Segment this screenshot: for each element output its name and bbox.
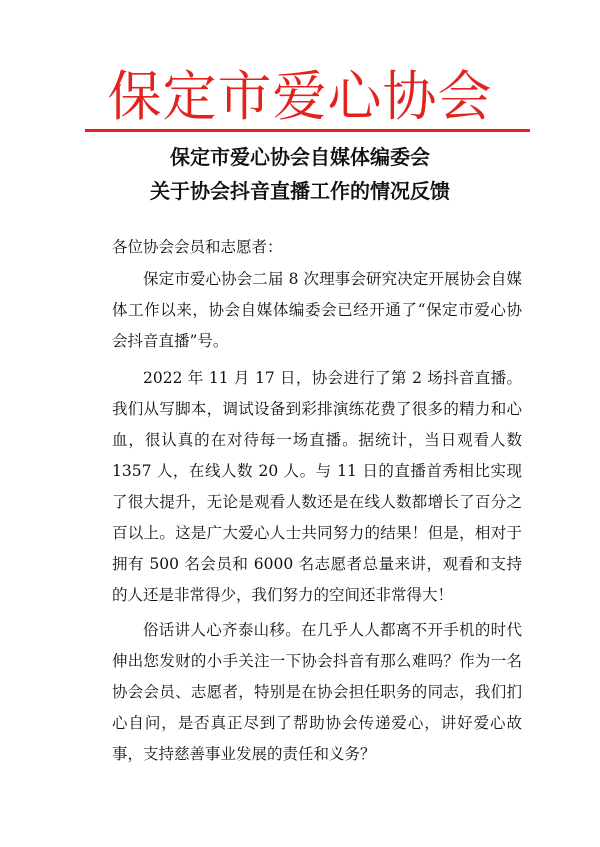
paragraph-3: 俗话讲人心齐泰山移。在几乎人人都离不开手机的时代伸出您发财的小手关注一下协会抖音有那么难吗？作为一名协会会员、志愿者，特别是在协会担任职务的同志，我们扪心自问，是否真正尽到了帮助协会传递爱心，讲好爱心故事，支持慈善事业发展的责任和义务？ [112, 621, 522, 763]
header-divider [85, 129, 530, 132]
organization-header: 保定市爱心协会 [107, 65, 493, 128]
greeting: 各位协会会员和志愿者： [112, 238, 283, 256]
paragraph-1: 保定市爱心协会二届 8 次理事会研究决定开展协会自媒体工作以来，协会自媒体编委会已经开通了“保定市爱心协会抖音直播”号。 [112, 270, 522, 350]
document-title-line-1: 保定市爱心协会自媒体编委会 [170, 145, 430, 169]
paragraph-2: 2022 年 11 月 17 日，协会进行了第 2 场抖音直播。我们从写脚本，调试设备到彩排演练花费了很多的精力和心血，很认真的在对待每一场直播。据统计，当日观看人数 1357 人，在线人数 20 人。与 11 日的直播首秀相比实现了很大提升，无论是观看人数还是在线人数都增长了百分之百以上。这是广大爱心人士共同努力的结果！但是，相对于拥有 500 名会员和 6000 名志愿者总量来讲，观看和支持的人还是非常得少，我们努力的空间还非常得大！ [112, 369, 522, 604]
document-title-line-2: 关于协会抖音直播工作的情况反馈 [150, 179, 450, 203]
